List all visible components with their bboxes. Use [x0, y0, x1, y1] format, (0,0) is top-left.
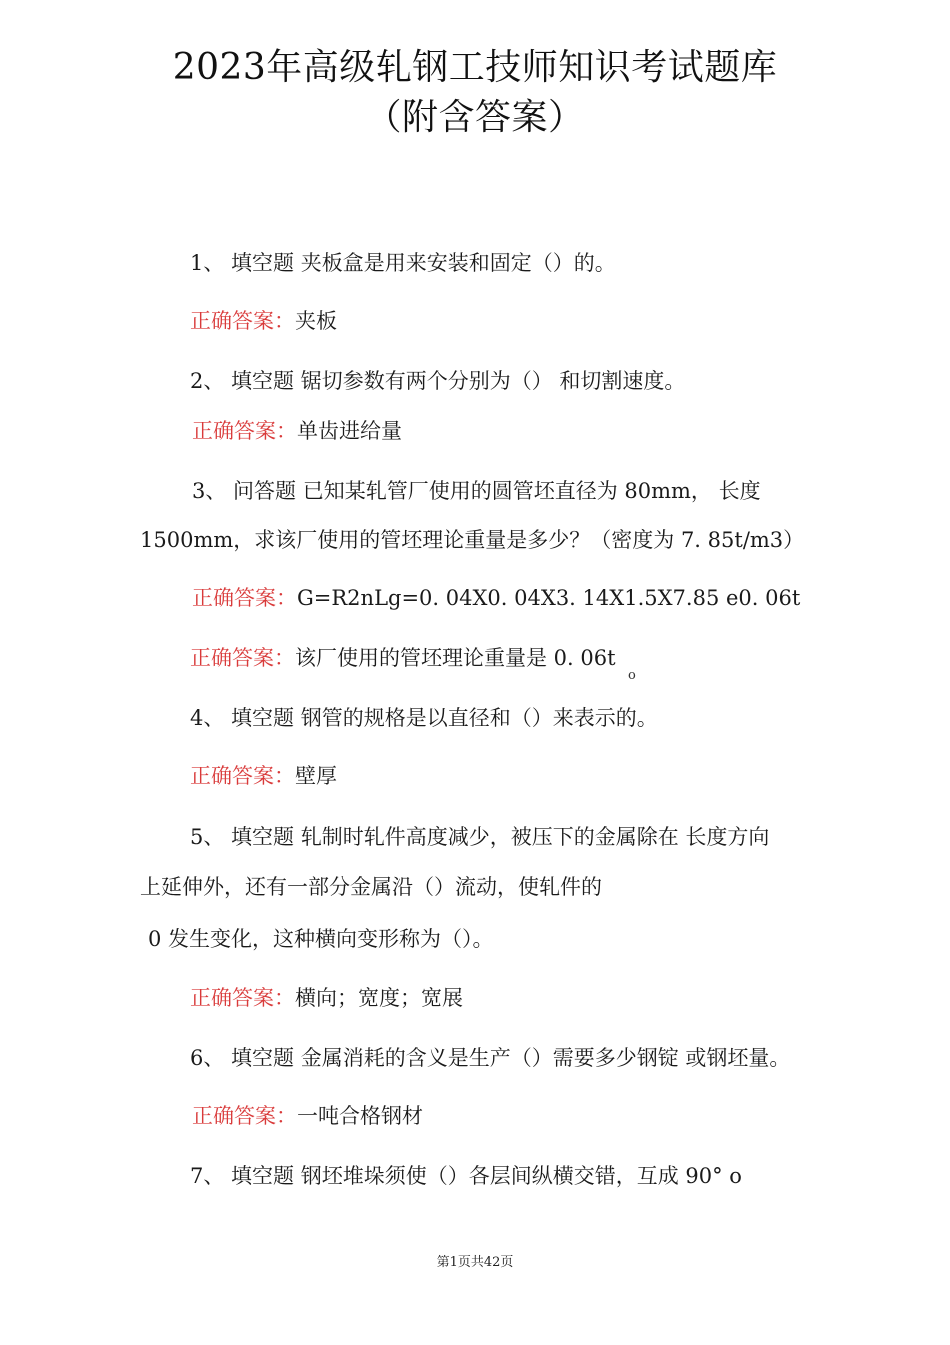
answer-label: 正确答案： — [190, 986, 295, 1010]
question-2: 2、 填空题 锯切参数有两个分别为（） 和切割速度。 — [190, 369, 686, 393]
answer-label: 正确答案： — [192, 586, 297, 610]
answer-text: 该厂使用的管坯理论重量是 0. 06t — [295, 646, 616, 670]
period-mark: o — [628, 668, 636, 683]
question-3-line-2: 1500mm，求该厂使用的管坯理论重量是多少？（密度为 7. 85t/m3） — [140, 528, 805, 552]
answer-text: G=R2nLg=0. 04X0. 04X3. 14X1.5X7.85 e0. 06t — [297, 586, 801, 610]
question-5-line-2: 上延伸外，还有一部分金属沿（）流动，使轧件的 — [140, 875, 602, 899]
question-5-line-3: 0 发生变化，这种横向变形称为（）。 — [148, 927, 494, 951]
answer-3-line-1 — [192, 585, 800, 611]
question-6: 6、 填空题 金属消耗的含义是生产（）需要多少钢锭 或钢坯量。 — [190, 1046, 791, 1070]
answer-3-line-2 — [190, 645, 616, 671]
answer-2 — [192, 418, 402, 444]
answer-text: 壁厚 — [295, 764, 337, 788]
document-title: 2023年高级轧钢工技师知识考试题库 — [172, 47, 778, 88]
question-5-line-1: 5、 填空题 轧制时轧件高度减少，被压下的金属除在 长度方向 — [190, 825, 770, 849]
answer-label: 正确答案： — [190, 646, 295, 670]
question-1: 1、 填空题 夹板盒是用来安装和固定（）的。 — [190, 251, 616, 275]
answer-text: 夹板 — [295, 309, 337, 333]
answer-label: 正确答案： — [190, 309, 295, 333]
answer-1 — [190, 308, 337, 334]
question-7: 7、 填空题 钢坯堆垛须使（）各层间纵横交错，互成 90° o — [190, 1164, 742, 1188]
answer-label: 正确答案： — [192, 1104, 297, 1128]
question-3-line-1: 3、 问答题 已知某轧管厂使用的圆管坯直径为 80mm， 长度 — [192, 479, 761, 503]
answer-6 — [192, 1103, 423, 1129]
document-subtitle: （附含答案） — [365, 97, 585, 138]
answer-5 — [190, 985, 463, 1011]
answer-text: 单齿进给量 — [297, 419, 402, 443]
answer-label: 正确答案： — [190, 764, 295, 788]
answer-4 — [190, 763, 337, 789]
page-footer: 第1页共42页 — [436, 1255, 514, 1270]
answer-text: 横向；宽度；宽展 — [295, 986, 463, 1010]
question-4: 4、 填空题 钢管的规格是以直径和（）来表示的。 — [190, 706, 658, 730]
answer-text: 一吨合格钢材 — [297, 1104, 423, 1128]
answer-label: 正确答案： — [192, 419, 297, 443]
